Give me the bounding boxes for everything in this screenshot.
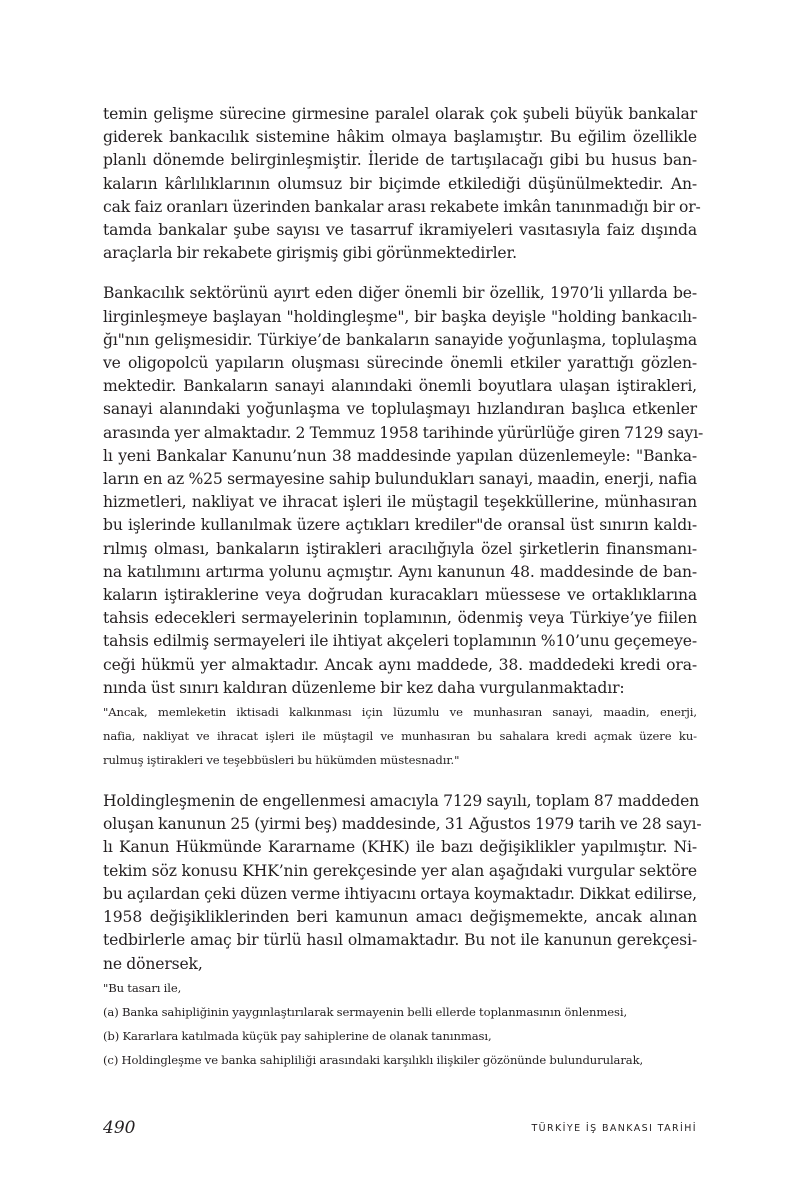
quote-list-item-b: (b) Kararlara katılmada küçük pay sahiplerine de olanak tanınması,	[103, 1028, 492, 1043]
running-title: TÜRKİYE İŞ BANKASI TARİHİ	[531, 1123, 697, 1134]
text-line: ların en az %25 sermayesine sahip bulundukları sanayi, maadin, enerji, nafia	[103, 470, 697, 489]
text-line: kaların kârlılıklarının olumsuz bir biçimde etkilediği düşünülmektedir. An-	[103, 174, 697, 193]
text-line: bu açılardan çeki düzen verme ihtiyacını ortaya koymaktadır. Dikkat edilirse,	[103, 884, 697, 903]
text-line: kaların iştiraklerine veya doğrudan kuracakları müessese ve ortaklıklarına	[103, 586, 697, 605]
text-line: tedbirlerle amaç bir türlü hasıl olmamaktadır. Bu not ile kanunun gerekçesi-	[103, 931, 697, 950]
text-line: araçlarla bir rekabete girişmiş gibi görünmektedirler.	[103, 244, 517, 263]
text-line: oluşan kanunun 25 (yirmi beş) maddesinde, 31 Ağustos 1979 tarih ve 28 sayı-	[103, 815, 702, 834]
quote-list-item-a: (a) Banka sahipliğinin yaygınlaştırılarak sermayenin belli ellerde toplanmasının önlenmesi,	[103, 1004, 628, 1019]
text-line: tamda bankalar şube sayısı ve tasarruf ikramiyeleri vasıtasıyla faiz dışında	[103, 221, 697, 240]
text-line: bu işlerinde kullanılmak üzere açtıkları krediler"de oransal üst sınırın kaldı-	[103, 516, 697, 535]
text-line: lirginleşmeye başlayan "holdingleşme", bir başka deyişle "holding bankacılı-	[103, 307, 697, 326]
text-line: sanayi alanındaki yoğunlaşma ve toplulaşmayı hızlandıran başlıca etkenler	[103, 400, 697, 419]
text-line: tekim söz konusu KHK’nin gerekçesinde yer alan aşağıdaki vurgular sektöre	[103, 861, 697, 880]
text-line: ğı"nın gelişmesidir. Türkiye’de bankaların sanayide yoğunlaşma, toplulaşma	[103, 330, 697, 349]
text-line: na katılımını artırma yolunu açmıştır. Aynı kanunun 48. maddesinde de ban-	[103, 562, 697, 581]
quote-line: rulmuş iştirakleri ve teşebbüsleri bu hükümden müstesnadır."	[103, 753, 460, 768]
text-line: cak faiz oranları üzerinden bankalar arası rekabete imkân tanınmadığı bir or-	[103, 197, 701, 216]
text-line: 1958 değişikliklerinden beri kamunun amacı değişmemekte, ancak alınan	[103, 908, 697, 927]
text-line: temin gelişme sürecine girmesine paralel olarak çok şubeli büyük bankalar	[103, 105, 697, 123]
paragraph-1	[103, 103, 701, 265]
paragraph-spacer	[103, 265, 697, 282]
text-line: ne dönersek,	[103, 954, 203, 973]
page-number: 490	[103, 1118, 136, 1138]
text-line: tahsis edilmiş sermayeleri ile ihtiyat akçeleri toplamının %10’unu geçemeye-	[103, 632, 697, 651]
text-line: ve oligopolcü yapıların oluşması sürecinde önemli etkiler yarattığı gözlen-	[103, 354, 697, 373]
text-line: giderek bankacılık sistemine hâkim olmaya başlamıştır. Bu eğilim özellikle	[103, 128, 697, 147]
text-line: Holdingleşmenin de engellenmesi amacıyla 7129 sayılı, toplam 87 maddeden	[103, 792, 700, 811]
text-line: Bankacılık sektörünü ayırt eden diğer önemli bir özellik, 1970’li yıllarda be-	[103, 284, 697, 303]
text-line: hizmetleri, nakliyat ve ihracat işleri ile müştagil teşekküllerine, münhasıran	[103, 493, 697, 512]
text-line: mektedir. Bankaların sanayi alanındaki önemli boyutlara ulaşan iştirakleri,	[103, 377, 697, 396]
text-line: nında üst sınırı kaldıran düzenleme bir kez daha vurgulanmaktadır:	[103, 678, 625, 697]
quote-line: nafia, nakliyat ve ihracat işleri ile müştagil ve munhasıran bu sahalara kredi açmak üzere ku-	[103, 729, 697, 744]
block-quote-2	[103, 976, 697, 1072]
page-body	[103, 103, 704, 1072]
text-line: lı yeni Bankalar Kanunu’nun 38 maddesinde yapılan düzenlemeyle: "Banka-	[103, 446, 697, 465]
text-line: rılmış olması, bankaların iştirakleri aracılığıyla özel şirketlerin finansmanı-	[103, 539, 697, 558]
text-line: tahsis edecekleri sermayelerinin toplamının, ödenmiş veya Türkiye’ye fiilen	[103, 609, 697, 628]
quote-list-item-c: (c) Holdingleşme ve banka sahipliliği arasındaki karşılıklı ilişkiler gözönünde bulundurularak,	[103, 1052, 644, 1067]
quote-line: "Ancak, memleketin iktisadi kalkınması için lüzumlu ve munhasıran sanayi, maadin, enerji,	[103, 705, 697, 720]
paragraph-2	[103, 282, 704, 700]
text-line: arasında yer almaktadır. 2 Temmuz 1958 tarihinde yürürlüğe giren 7129 sayı-	[103, 423, 704, 442]
text-line: ceği hükmü yer almaktadır. Ancak aynı maddede, 38. maddedeki kredi ora-	[103, 655, 697, 674]
paragraph-spacer	[103, 772, 697, 790]
page-footer	[103, 1118, 697, 1148]
text-line: lı Kanun Hükmünde Kararname (KHK) ile bazı değişiklikler yapılmıştır. Ni-	[103, 838, 697, 857]
text-line: planlı dönemde belirginleşmiştir. İleride de tartışılacağı gibi bu husus ban-	[103, 151, 697, 170]
quote-line: "Bu tasarı ile,	[103, 980, 182, 995]
block-quote-1	[103, 700, 697, 772]
paragraph-3	[103, 790, 702, 976]
